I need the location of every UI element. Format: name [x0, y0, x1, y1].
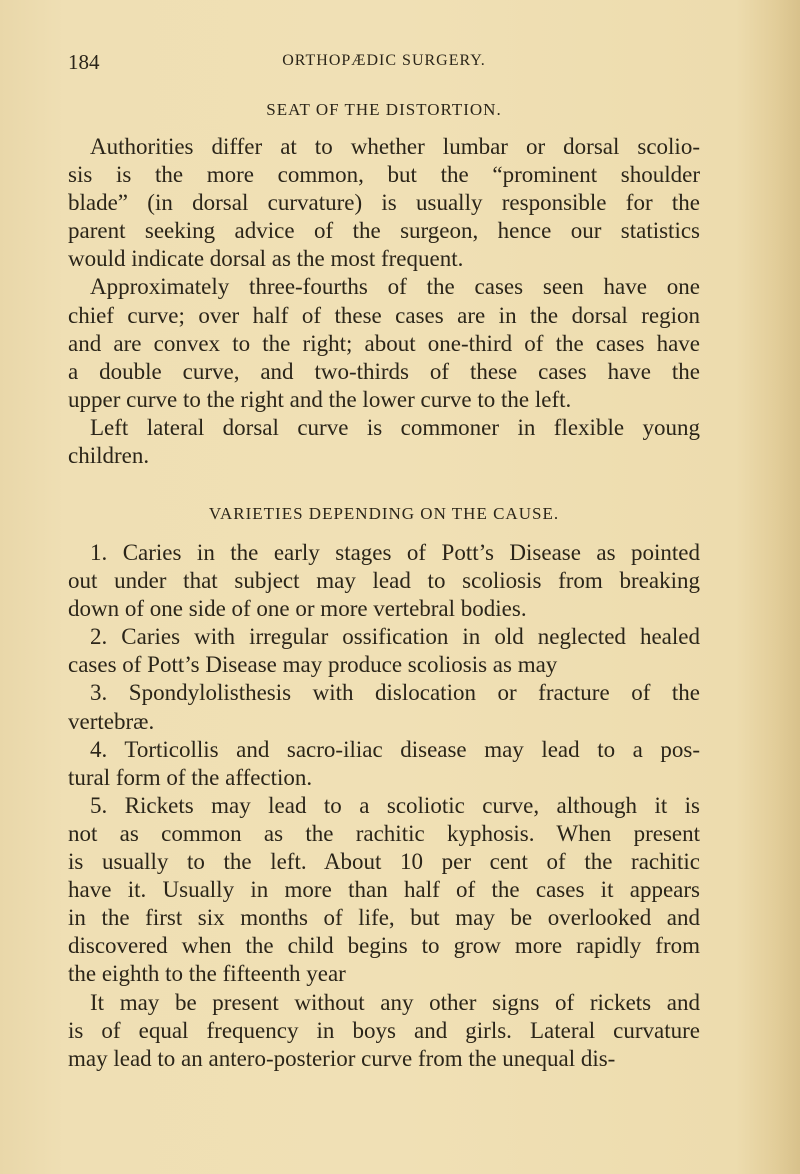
- text-line: chief curve; over half of these cases are in the dorsal region: [68, 302, 700, 328]
- text-line: down of one side of one or more vertebral bodies.: [68, 596, 527, 622]
- text-line: is usually to the left. About 10 per cent of the rachitic: [68, 849, 700, 875]
- text-line: and are convex to the right; about one-third of the cases have: [68, 330, 700, 356]
- page-number: 184: [68, 50, 100, 74]
- text-line: Approximately three-fourths of the cases seen have one: [90, 274, 700, 300]
- paragraph: [68, 414, 700, 470]
- paragraph: [68, 989, 700, 1073]
- paragraph: [68, 736, 700, 792]
- text-line: 3. Spondylolisthesis with dislocation or fracture of the: [90, 680, 700, 706]
- text-line: children.: [68, 443, 150, 469]
- section-heading-varieties: VARIETIES DEPENDING ON THE CAUSE.: [208, 504, 560, 523]
- text-line: would indicate dorsal as the most frequent.: [68, 246, 464, 272]
- section-body-seat: [68, 133, 700, 470]
- running-head: [68, 50, 700, 76]
- text-line: upper curve to the right and the lower curve to the left.: [68, 386, 572, 412]
- text-line: 4. Torticollis and sacro-iliac disease may lead to a pos-: [90, 736, 700, 762]
- running-title: ORTHOPÆDIC SURGERY.: [282, 52, 486, 69]
- text-line: Left lateral dorsal curve is commoner in flexible young: [90, 414, 700, 440]
- paragraph: [68, 792, 700, 989]
- text-line: Authorities differ at to whether lumbar or dorsal scolio-: [90, 134, 700, 159]
- text-line: discovered when the child begins to grow more rapidly from: [68, 933, 700, 959]
- text-line: a double curve, and two-thirds of these cases have the: [68, 358, 700, 384]
- text-line: sis is the more common, but the “prominent shoulder: [68, 162, 700, 188]
- text-line: 2. Caries with irregular ossification in old neglected healed: [90, 624, 700, 650]
- paragraph: [68, 273, 700, 413]
- text-line: blade” (in dorsal curvature) is usually responsible for the: [68, 190, 700, 216]
- text-line: have it. Usually in more than half of the cases it appears: [68, 877, 700, 903]
- paragraph: [68, 679, 700, 735]
- paragraph: [68, 133, 700, 273]
- text-line: not as common as the rachitic kyphosis. When present: [68, 820, 700, 846]
- text-line: It may be present without any other signs of rickets and: [90, 989, 700, 1015]
- text-line: vertebræ.: [68, 708, 155, 734]
- text-line: tural form of the affection.: [68, 764, 313, 790]
- text-line: may lead to an antero-posterior curve from the unequal dis-: [68, 1045, 616, 1071]
- text-line: in the first six months of life, but may be overlooked and: [68, 905, 700, 931]
- text-line: 5. Rickets may lead to a scoliotic curve, although it is: [90, 792, 700, 818]
- text-line: out under that subject may lead to scoliosis from breaking: [68, 568, 700, 594]
- paragraph: [68, 539, 700, 623]
- text-line: 1. Caries in the early stages of Pott’s Disease as pointed: [90, 540, 700, 565]
- paragraph: [68, 623, 700, 679]
- text-line: cases of Pott’s Disease may produce scoliosis as may: [68, 652, 558, 678]
- text-line: the eighth to the fifteenth year: [68, 961, 346, 987]
- text-line: parent seeking advice of the surgeon, hence our statistics: [68, 218, 700, 244]
- text-line: is of equal frequency in boys and girls. Lateral curvature: [68, 1017, 700, 1043]
- section-heading-seat: SEAT OF THE DISTORTION.: [266, 100, 502, 119]
- section-body-varieties: [68, 539, 700, 1073]
